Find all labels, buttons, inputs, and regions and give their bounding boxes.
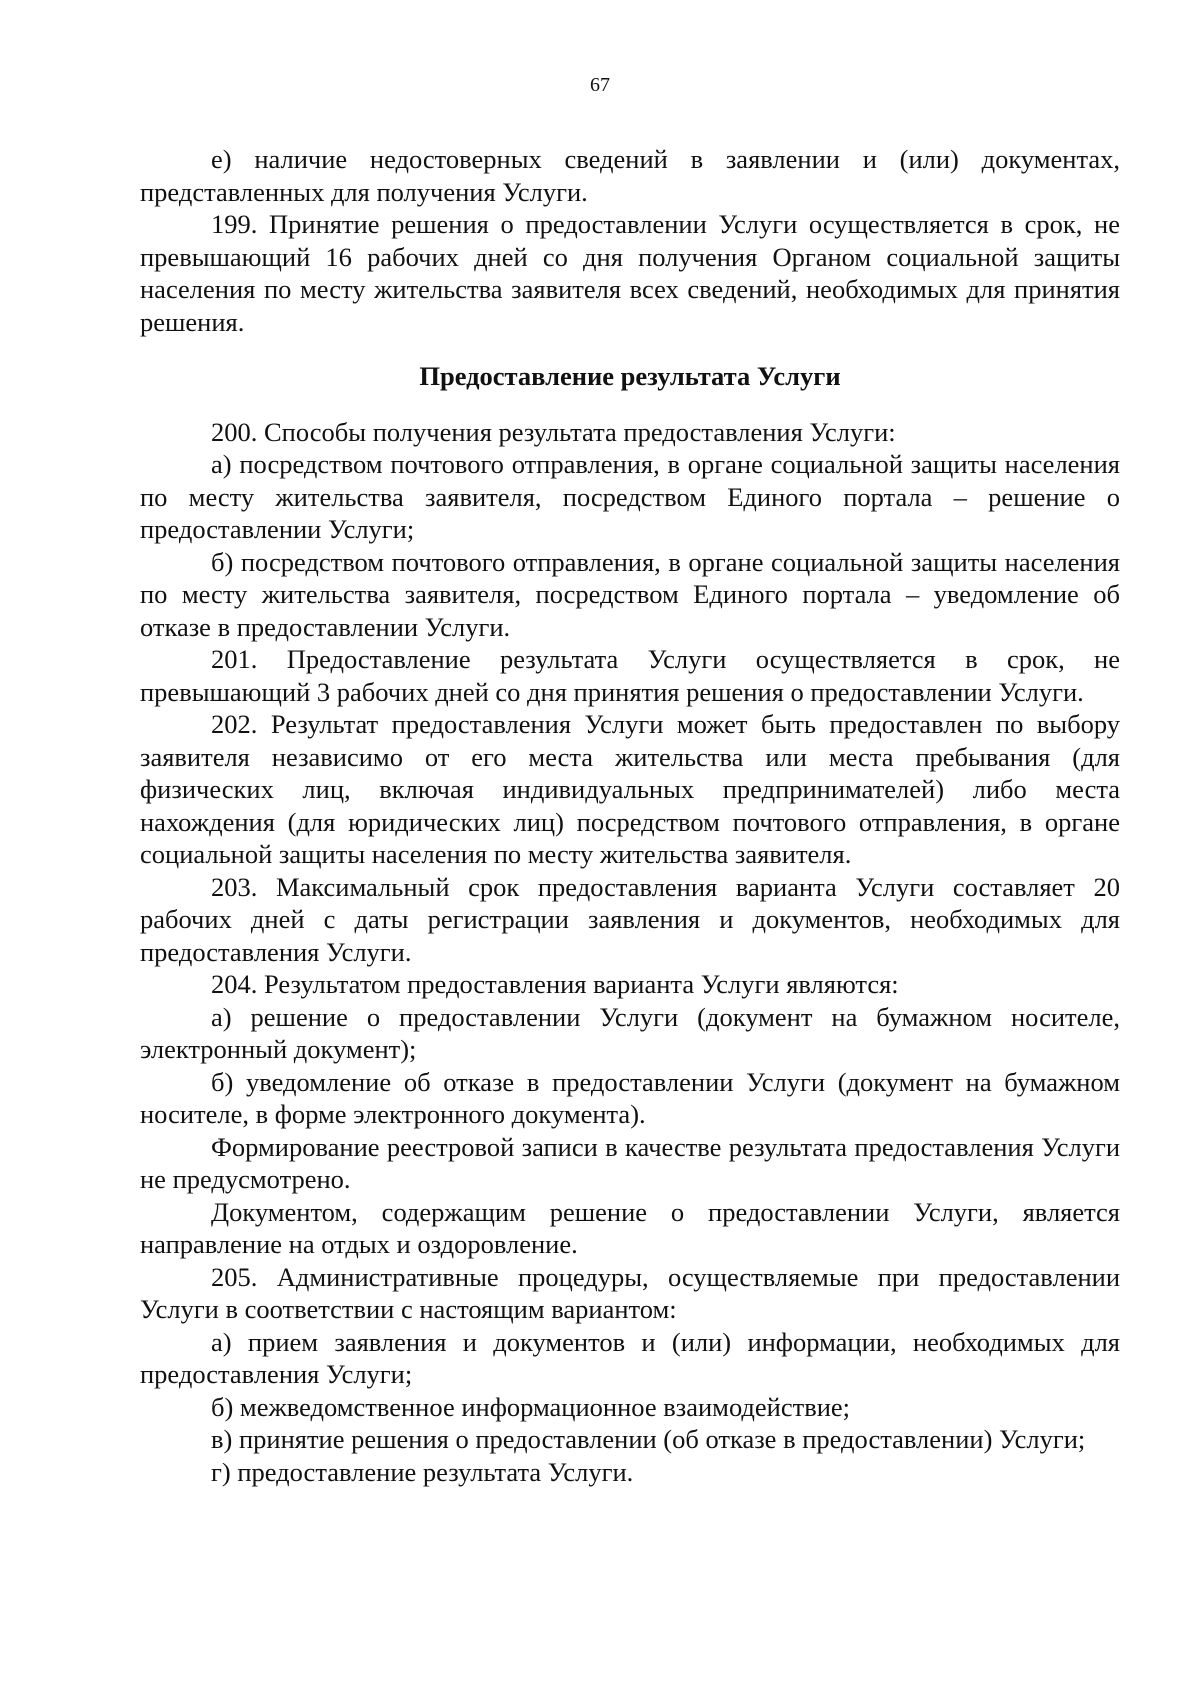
page-number: 67: [590, 74, 610, 96]
paragraph-decision-document: Документом, содержащим решение о предоставлении Услуги, является направление на отдых и оздоровление.: [140, 1196, 1120, 1259]
paragraph-205-v: в) принятие решения о предоставлении (об отказе в предоставлении) Услуги;: [211, 1424, 1086, 1454]
paragraph-205: 205. Административные процедуры, осуществляемые при предоставлении Услуги в соответствии с настоящим вариантом:: [140, 1261, 1120, 1324]
paragraph-204-b: б) уведомление об отказе в предоставлении Услуги (документ на бумажном носителе, в форме электронного документа).: [140, 1066, 1120, 1129]
paragraph-204-a: а) решение о предоставлении Услуги (документ на бумажном носителе, электронный документ);: [140, 1001, 1120, 1064]
paragraph-202: 202. Результат предоставления Услуги может быть предоставлен по выбору заявителя независимо от его места жительства или места пребывания (для физических лиц, включая индивидуальных предпринимателей) либо места нахождения (для юридических лиц) посредством почтового отправления, в органе социальной защиты населения по месту жительства заявителя.: [140, 709, 1120, 869]
section-heading: Предоставление результата Услуги: [419, 361, 841, 391]
paragraph-200-b: б) посредством почтового отправления, в органе социальной защиты населения по месту жительства заявителя, посредством Единого портала – уведомление об отказе в предоставлении Услуги.: [140, 546, 1120, 642]
paragraph-registry-record: Формирование реестровой записи в качестве результата предоставления Услуги не предусмотрено.: [140, 1131, 1120, 1194]
paragraph-204: 204. Результатом предоставления варианта Услуги являются:: [211, 969, 899, 999]
paragraph-201: 201. Предоставление результата Услуги осуществляется в срок, не превышающий 3 рабочих дней со дня принятия решения о предоставлении Услуги.: [140, 644, 1120, 707]
paragraph-203: 203. Максимальный срок предоставления варианта Услуги составляет 20 рабочих дней с даты регистрации заявления и документов, необходимых для предоставления Услуги.: [140, 871, 1120, 967]
paragraph-item-e-unreliable-info: е) наличие недостоверных сведений в заявлении и (или) документах, представленных для получения Услуги.: [140, 144, 1120, 207]
paragraph-199: 199. Принятие решения о предоставлении Услуги осуществляется в срок, не превышающий 16 рабочих дней со дня получения Органом социальной защиты населения по месту жительства заявителя всех сведений, необходимых для принятия решения.: [140, 209, 1120, 337]
paragraph-205-g: г) предоставление результата Услуги.: [211, 1456, 634, 1487]
paragraph-205-b: б) межведомственное информационное взаимодействие;: [211, 1391, 851, 1422]
paragraph-200-a: а) посредством почтового отправления, в органе социальной защиты населения по месту жительства заявителя, посредством Единого портала – решение о предоставлении Услуги;: [140, 449, 1120, 544]
document-body: [140, 143, 1120, 1488]
paragraph-200: 200. Способы получения результата предоставления Услуги:: [211, 416, 896, 447]
paragraph-205-a: а) прием заявления и документов и (или) информации, необходимых для предоставления Услуги;: [140, 1326, 1120, 1389]
